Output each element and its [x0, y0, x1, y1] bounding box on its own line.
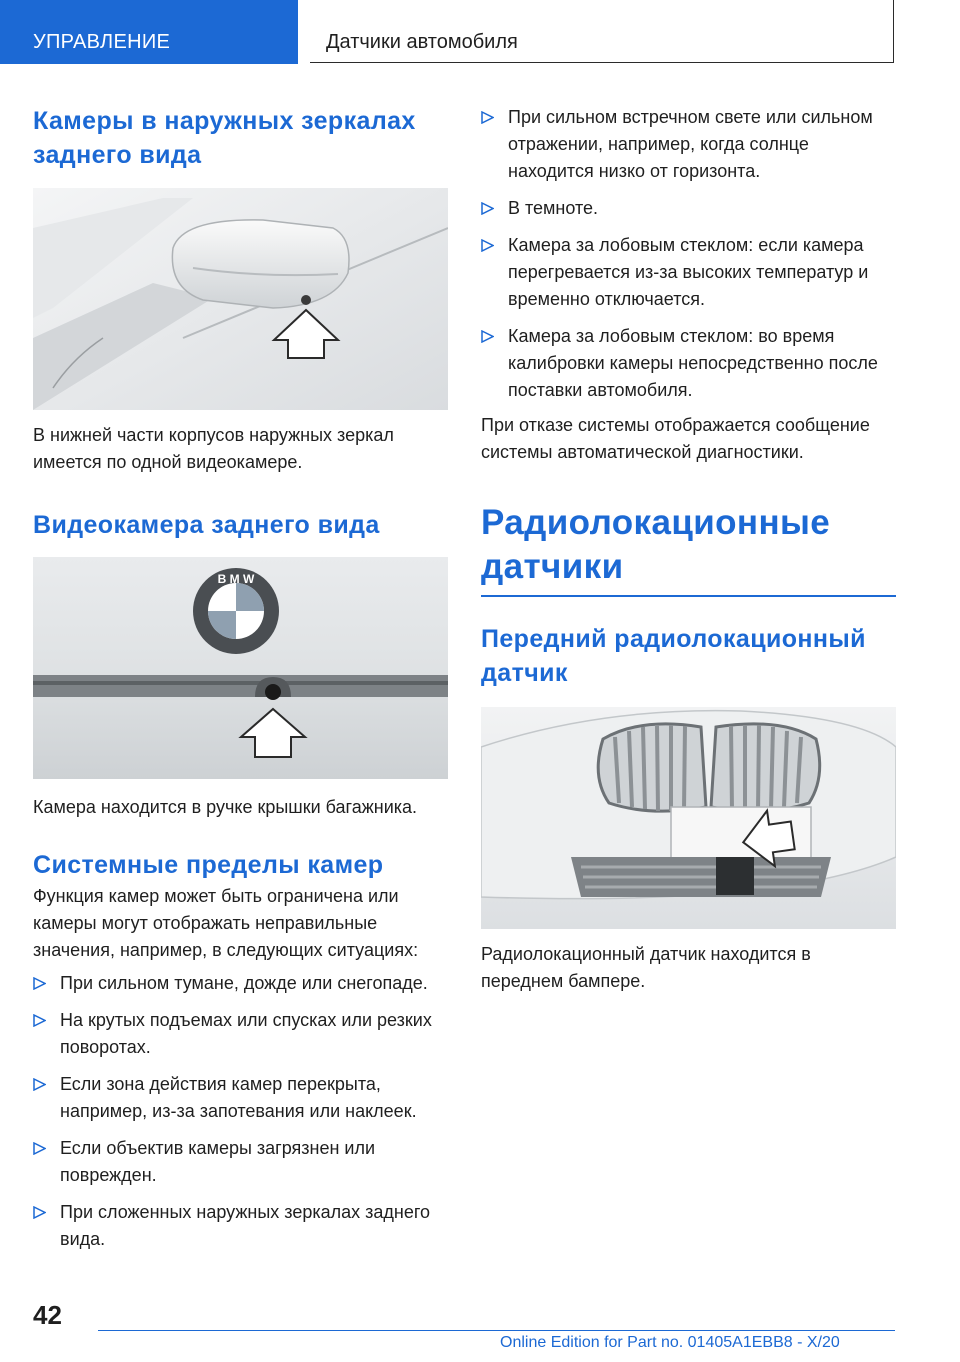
- triangle-bullet-icon: [481, 239, 494, 252]
- triangle-bullet-icon: [33, 1014, 46, 1027]
- list-item: Если объектив камеры загрязнен или поврежден.: [33, 1135, 448, 1189]
- mirror-camera-illustration: [33, 188, 448, 410]
- list-item: При сильном встречном свете или сильном отражении, например, когда солнце находится низко от горизонта.: [481, 104, 896, 185]
- header-chapter-tab: [310, 0, 894, 63]
- heading-rear-camera: Видеокамера заднего вида: [33, 511, 380, 539]
- right-column: [481, 104, 896, 995]
- list-item: При сложенных наружных зеркалах заднего вида.: [33, 1199, 448, 1253]
- radar-heading-block: [481, 501, 896, 597]
- footer-divider: [98, 1330, 895, 1331]
- system-limits-list: [33, 970, 448, 1253]
- kidney-grille-right: [711, 724, 820, 811]
- front-radar-caption: Радиолокационный датчик находится в переднем бампере.: [481, 944, 811, 991]
- rear-camera-figure: [33, 557, 448, 779]
- list-item: Камера за лобовым стеклом: во время калибровки камеры непосредственно после поставки автомобиля.: [481, 323, 896, 404]
- rear-camera-illustration: [33, 557, 448, 779]
- list-item: Камера за лобовым стеклом: если камера перегревается из-за высоких температур и временно отключается.: [481, 232, 896, 313]
- triangle-bullet-icon: [481, 111, 494, 124]
- front-radar-figure: [481, 707, 896, 929]
- front-radar-illustration: [481, 707, 896, 929]
- header-chapter-label: Датчики автомобиля: [326, 31, 518, 53]
- bmw-logo-icon: [193, 568, 279, 654]
- triangle-bullet-icon: [33, 977, 46, 990]
- left-column: [33, 104, 448, 1253]
- heading-system-limits: Системные пределы камер: [33, 851, 384, 879]
- system-limits-list-continued: [481, 104, 896, 404]
- page-number: 42: [33, 1300, 62, 1330]
- heading-front-radar: Передний радиолокационный датчик: [481, 625, 866, 687]
- heading-mirror-cameras: Камеры в наружных зеркалах заднего вида: [33, 107, 416, 169]
- mirror-camera-caption: В нижней части корпусов наружных зеркал имеется по одной видеокамере.: [33, 425, 394, 472]
- system-limits-intro: Функция камер может быть ограничена или камеры могут отображать неправильные значения, например, в следующих ситуациях:: [33, 886, 419, 960]
- mirror-camera-figure: [33, 188, 448, 410]
- header-section-tab: [0, 0, 298, 64]
- list-item: В темноте.: [481, 195, 896, 222]
- triangle-bullet-icon: [33, 1142, 46, 1155]
- triangle-bullet-icon: [33, 1206, 46, 1219]
- header-section-label: УПРАВЛЕНИЕ: [33, 31, 171, 53]
- list-item: При сильном тумане, дожде или снегопаде.: [33, 970, 448, 997]
- list-item: На крутых подъемах или спусках или резких поворотах.: [33, 1007, 448, 1061]
- footer-edition-text: Online Edition for Part no. 01405A1EBB8 - X/20: [500, 1334, 840, 1351]
- heading-radar-sensors: Радиолокационные датчики: [481, 503, 831, 586]
- triangle-bullet-icon: [481, 202, 494, 215]
- svg-text:B M W: B M W: [217, 572, 255, 586]
- list-item: Если зона действия камер перекрыта, например, из-за запотевания или наклеек.: [33, 1071, 448, 1125]
- rear-camera-caption: Камера находится в ручке крышки багажника.: [33, 797, 418, 817]
- kidney-grille-left: [598, 724, 706, 811]
- failure-message-text: При отказе системы отображается сообщение системы автоматической диагностики.: [481, 415, 870, 462]
- triangle-bullet-icon: [33, 1078, 46, 1091]
- triangle-bullet-icon: [481, 330, 494, 343]
